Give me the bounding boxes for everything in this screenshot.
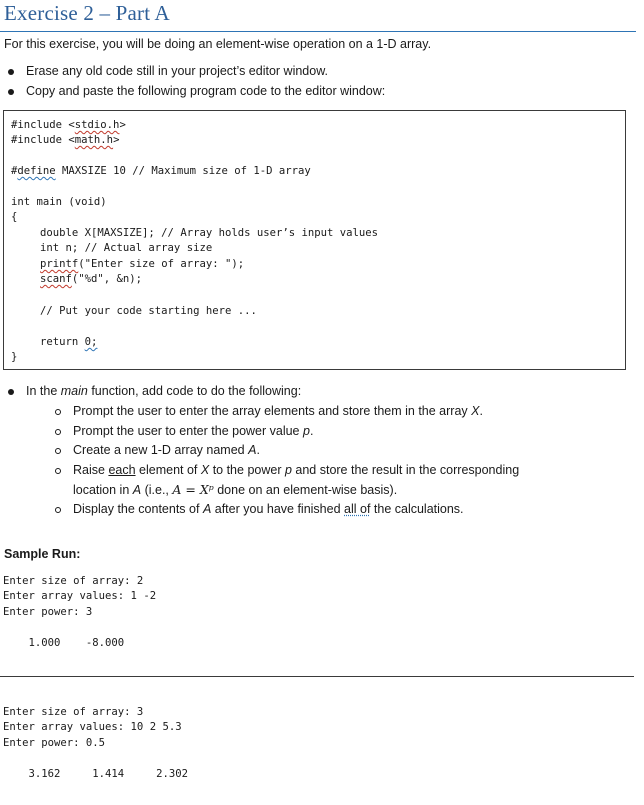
console-line: Enter power: 3 [3,606,93,618]
bullet-icon [8,69,14,75]
page-title: Exercise 2 – Part A [4,1,170,25]
code-line: // Put your code starting here ... [40,305,257,317]
circle-bullet-icon [55,409,61,415]
code-line: #include <math.h> [11,134,120,146]
circle-bullet-icon [55,448,61,454]
circle-bullet-icon [55,468,61,474]
code-line: double X[MAXSIZE]; // Array holds user’s input values [40,227,379,239]
bullet-text: Erase any old code still in your project’s editor window. [26,64,329,78]
console-output: 3.162 1.414 2.302 [3,768,188,780]
console-line: Enter size of array: 2 [3,575,144,587]
console-line: Enter array values: 10 2 5.3 [3,721,182,733]
title-underline [0,31,636,32]
console-line: Enter array values: 1 -2 [3,590,157,602]
code-block [3,110,626,370]
sample-run-heading: Sample Run: [4,547,81,561]
circle-bullet-icon [55,507,61,513]
bullet-icon [8,89,14,95]
code-line: #define MAXSIZE 10 // Maximum size of 1-D array [11,165,311,177]
code-line: int main (void) [11,196,107,208]
code-line: scanf("%d", &n); [40,273,143,285]
bullet-text: Copy and paste the following program code to the editor window: [26,84,386,98]
console-line: Enter power: 0.5 [3,737,106,749]
circle-bullet-icon [55,429,61,435]
code-line: { [11,211,18,223]
console-line: Enter size of array: 3 [3,706,144,718]
bullet-icon [8,389,14,395]
bullet-text: In the main function, add code to do the following: [26,384,302,398]
code-line: printf("Enter size of array: "); [40,258,245,270]
code-line: } [11,351,18,363]
code-line: int n; // Actual array size [40,242,213,254]
console-output: 1.000 -8.000 [3,637,125,649]
intro-text: For this exercise, you will be doing an element-wise operation on a 1-D array. [4,37,432,51]
code-line: return 0; [40,336,98,348]
code-line: #include <stdio.h> [11,119,126,131]
divider [0,676,634,677]
